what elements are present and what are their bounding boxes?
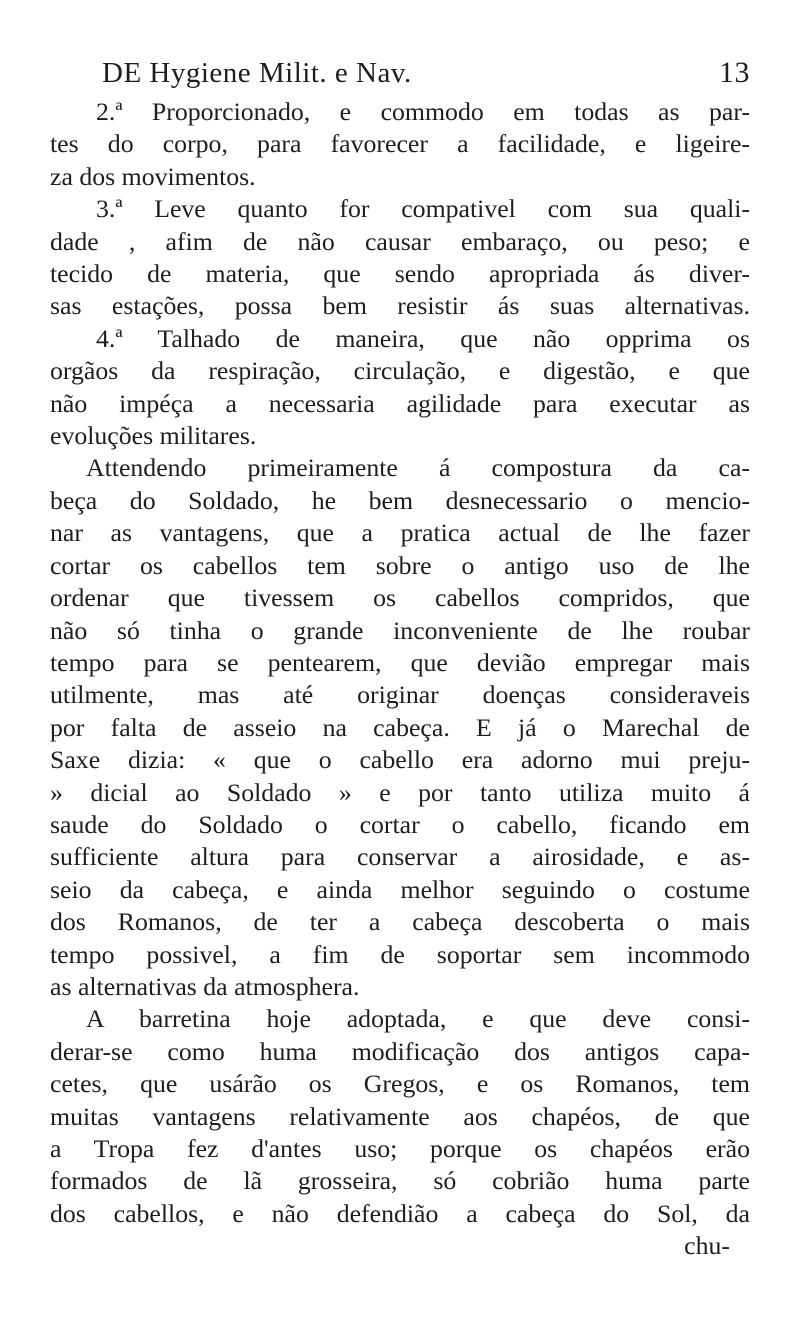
text-line: A barretina hoje adoptada, e que deve consi- bbox=[86, 1004, 750, 1034]
text-line: 3.ª Leve quanto for compativel com sua quali- bbox=[96, 194, 750, 224]
text-line: utilmente, mas até originar doenças consideraveis bbox=[50, 680, 750, 710]
text-line: sufficiente altura para conservar a airosidade, e as- bbox=[50, 842, 750, 872]
text-line: dos cabellos, e não defendião a cabeça do Sol, da bbox=[50, 1198, 750, 1228]
text-line: não impéça a necessaria agilidade para executar as bbox=[50, 388, 750, 418]
text-line: dade , afim de não causar embaraço, ou peso; e bbox=[50, 226, 750, 256]
body-text bbox=[50, 96, 750, 1263]
text-line: chu- bbox=[684, 1231, 730, 1261]
text-line: cortar os cabellos tem sobre o antigo uso de lhe bbox=[50, 550, 750, 580]
text-line: ordenar que tivessem os cabellos compridos, que bbox=[50, 583, 750, 613]
book-page bbox=[50, 56, 750, 1263]
text-line: orgãos da respiração, circulação, e digestão, e que bbox=[50, 356, 750, 386]
text-line: saude do Soldado o cortar o cabello, ficando em bbox=[50, 809, 750, 839]
text-line: evoluções militares. bbox=[50, 421, 257, 451]
text-line: por falta de asseio na cabeça. E já o Marechal de bbox=[50, 712, 750, 742]
text-line: muitas vantagens relativamente aos chapéos, de que bbox=[50, 1101, 750, 1131]
text-line: Saxe dizia: « que o cabello era adorno mui preju- bbox=[50, 745, 750, 775]
text-line: sas estações, possa bem resistir ás suas alternativas. bbox=[50, 291, 750, 321]
running-head: DE Hygiene Milit. e Nav. bbox=[102, 57, 412, 89]
text-line: seio da cabeça, e ainda melhor seguindo o costume bbox=[50, 874, 750, 904]
text-line: dos Romanos, de ter a cabeça descoberta o mais bbox=[50, 907, 750, 937]
text-line: a Tropa fez d'antes uso; porque os chapéos erão bbox=[50, 1134, 750, 1163]
text-line: nar as vantagens, que a pratica actual de lhe fazer bbox=[50, 518, 750, 548]
page-number: 13 bbox=[719, 56, 750, 89]
text-line: não só tinha o grande inconveniente de lhe roubar bbox=[50, 615, 750, 645]
text-line: » dicial ao Soldado » e por tanto utiliza muito á bbox=[50, 777, 750, 807]
text-line: derar-se como huma modificação dos antigos capa- bbox=[50, 1036, 750, 1066]
text-line: cetes, que usárão os Gregos, e os Romanos, tem bbox=[50, 1069, 750, 1099]
text-line: 4.ª Talhado de maneira, que não opprima os bbox=[96, 323, 750, 353]
text-line: formados de lã grosseira, só cobrião huma parte bbox=[50, 1166, 750, 1196]
text-line: tes do corpo, para favorecer a facilidade, e ligeire- bbox=[50, 129, 750, 159]
text-line: za dos movimentos. bbox=[50, 161, 256, 191]
text-line: tempo para se pentearem, que devião empregar mais bbox=[50, 647, 750, 677]
text-line: tempo possivel, a fim de soportar sem incommodo bbox=[50, 939, 750, 969]
text-line: as alternativas da atmosphera. bbox=[50, 971, 360, 1001]
text-line: beça do Soldado, he bem desnecessario o mencio- bbox=[50, 485, 750, 515]
page-header bbox=[50, 56, 750, 94]
text-line: 2.ª Proporcionado, e commodo em todas as par- bbox=[96, 97, 750, 126]
text-line: Attendendo primeiramente á compostura da ca- bbox=[86, 453, 750, 483]
text-line: tecido de materia, que sendo apropriada ás diver- bbox=[50, 259, 750, 289]
